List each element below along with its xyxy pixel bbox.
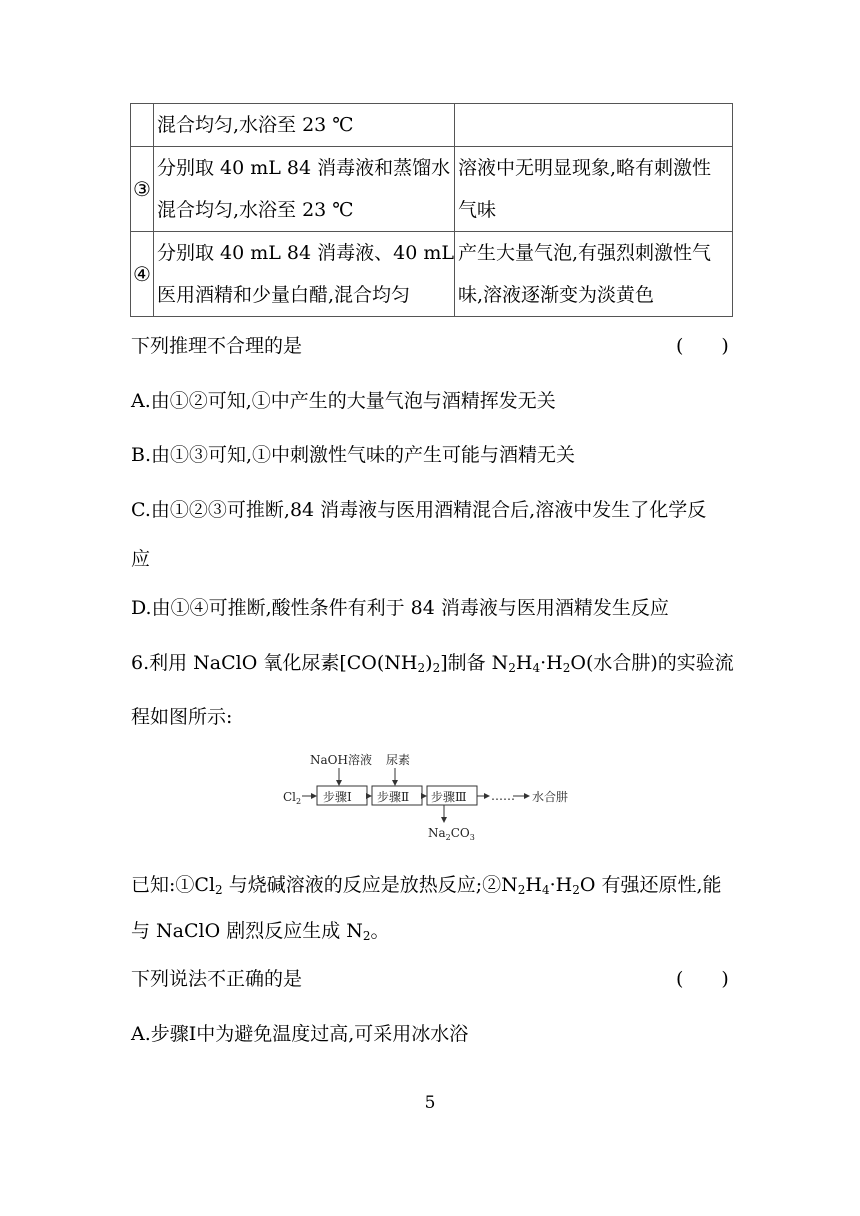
- process-flow-diagram: [280, 748, 600, 848]
- q5-stem: 下列推理不合理的是: [131, 335, 303, 357]
- step2-label: 步骤Ⅱ: [377, 790, 410, 804]
- procedure-line: 混合均匀,水浴至 23 ℃: [157, 199, 354, 221]
- procedure-line: 医用酒精和少量白醋,混合均匀: [157, 284, 411, 306]
- result-line: 溶液中无明显现象,略有刺激性: [458, 157, 712, 179]
- result-cell: [455, 147, 733, 232]
- byproduct-label: $Na_2CO_3$: [428, 826, 475, 842]
- option-a: A.由①②可知,①中产生的大量气泡与酒精挥发无关: [131, 390, 556, 412]
- row-number: [131, 104, 154, 147]
- q6-ask: 下列说法不正确的是: [131, 968, 303, 990]
- procedure-cell: [154, 232, 455, 317]
- page-number: 5: [424, 1093, 436, 1113]
- result-line: [458, 104, 732, 146]
- result-line: 产生大量气泡,有强烈刺激性气: [458, 242, 712, 264]
- product-label: 水合肼: [532, 790, 569, 804]
- procedure-line: 分别取 40 mL 84 消毒液和蒸馏水: [157, 157, 451, 179]
- option-d: D.由①④可推断,酸性条件有利于 84 消毒液与医用酒精发生反应: [131, 597, 669, 619]
- known-conditions-continued: 与 NaClO 剧烈反应生成 $N_2$。: [131, 920, 390, 943]
- known-conditions: 已知$:①Cl_2$ 与烧碱溶液的反应是放热反应$;②N_2H_4\cdot H_2O$ 有强还原性,能: [131, 874, 722, 897]
- q6-stem-continued: 程如图所示:: [131, 706, 233, 728]
- result-cell: [455, 104, 733, 147]
- result-line: 味,溶液逐渐变为淡黄色: [458, 284, 655, 306]
- option-b: B.由①③可知,①中刺激性气味的产生可能与酒精无关: [131, 444, 576, 466]
- table-row: [131, 232, 733, 317]
- table-row: [131, 147, 733, 232]
- input-naoh-label: NaOH溶液: [310, 753, 372, 767]
- answer-paren: ( ): [676, 335, 729, 357]
- option-c: C.由①②③可推断,84 消毒液与医用酒精混合后,溶液中发生了化学反: [131, 499, 707, 521]
- table-row: [131, 104, 733, 147]
- procedure-cell: [154, 104, 455, 147]
- row-number: ③: [131, 147, 154, 232]
- input-urea-label: 尿素: [386, 753, 411, 767]
- experiment-table: [130, 103, 733, 317]
- cl2-label: $Cl_2$: [283, 790, 302, 806]
- result-line: 气味: [458, 199, 497, 221]
- answer-paren: ( ): [676, 968, 729, 990]
- step3-label: 步骤Ⅲ: [431, 790, 467, 804]
- q6-option-a: A.步骤Ⅰ中为避免温度过高,可采用冰水浴: [131, 1023, 469, 1045]
- option-c-continued: 应: [131, 548, 151, 570]
- step1-label: 步骤Ⅰ: [323, 790, 352, 804]
- row-number: ④: [131, 232, 154, 317]
- procedure-line: 分别取 40 mL 84 消毒液、40 mL: [157, 242, 454, 264]
- q6-stem: 6.利用 NaClO 氧化尿素$[CO(NH_2)_2]$制备 $N_2H_4\cdot H_2O$(水合肼)的实验流: [131, 652, 734, 675]
- result-cell: [455, 232, 733, 317]
- procedure-cell: [154, 147, 455, 232]
- procedure-line: 混合均匀,水浴至 23 ℃: [157, 114, 354, 136]
- ellipsis-label: ……: [491, 789, 515, 803]
